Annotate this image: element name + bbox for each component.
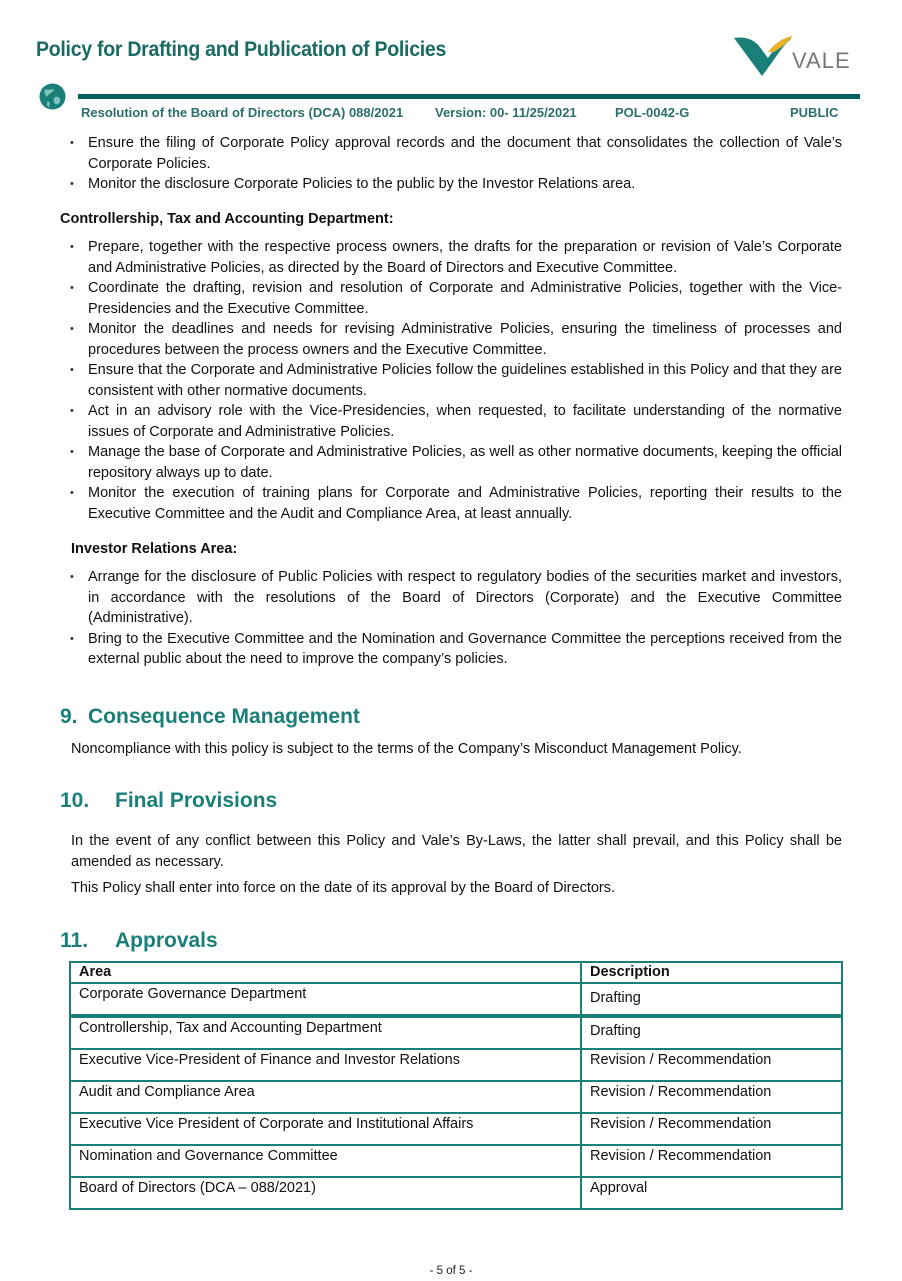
area-cell: Nomination and Governance Committee [70,1145,581,1177]
table-row [70,1177,842,1209]
description-cell: Revision / Recommendation [581,1113,842,1145]
section-number: 9. [60,705,78,728]
table-row [70,1049,842,1081]
header-rule [78,94,860,99]
column-header-description: Description [581,962,842,983]
description-cell: Approval [581,1177,842,1209]
section-11-heading [60,929,218,953]
list-item: • Bring to the Executive Committee and the Nomination and Governance Committee the perceptions received from the external public about the need to improve the company’s policies. [60,629,842,670]
section-number: 11. [60,929,89,952]
page-number: - 5 of 5 - [429,1265,473,1277]
list-item: • Ensure the filing of Corporate Policy approval records and the document that consolidates the collection of Vale’s Corporate Policies. [60,133,842,174]
logo-text: VALE [792,48,851,73]
table-row [70,983,842,1016]
list-item: • Manage the base of Corporate and Administrative Policies, as well as other normative documents, keeping the official repository always up to date. [60,442,842,483]
description-cell: Drafting [581,1016,842,1049]
table-row [70,1081,842,1113]
list-item: • Coordinate the drafting, revision and resolution of Corporate and Administrative Policies, together with the Vice-Presidencies and the Executive Committee. [60,278,842,319]
table-row [70,1113,842,1145]
section-title: Approvals [115,929,218,952]
table-row [70,1145,842,1177]
table-row [70,1016,842,1049]
description-cell: Revision / Recommendation [581,1081,842,1113]
section-title: Final Provisions [115,789,278,812]
version-label: Version: 00- 11/25/2021 [435,105,577,120]
classification-badge: PUBLIC [790,105,839,120]
area-cell: Controllership, Tax and Accounting Department [70,1016,581,1049]
area-cell: Board of Directors (DCA – 088/2021) [70,1177,581,1209]
intro-bullet-list [60,133,842,195]
column-header-area: Area [70,962,581,983]
controllership-bullet-list [60,237,842,524]
table-header-row [70,962,842,983]
globe-icon [39,83,66,110]
area-cell: Corporate Governance Department [70,983,581,1016]
investor-relations-heading: Investor Relations Area: [71,541,238,557]
approvals-table [69,961,843,1210]
controllership-heading: Controllership, Tax and Accounting Department: [60,211,394,227]
list-item: • Arrange for the disclosure of Public Policies with respect to regulatory bodies of the securities market and investors, in accordance with the resolutions of the Board of Directors (Corporate) and the Executive Committee (Administrative). [60,567,842,629]
section-number: 10. [60,789,90,812]
section-10-paragraph-2: This Policy shall enter into force on the date of its approval by the Board of Directors. [71,880,616,896]
area-cell: Executive Vice President of Corporate and Institutional Affairs [70,1113,581,1145]
area-cell: Executive Vice-President of Finance and Investor Relations [70,1049,581,1081]
description-cell: Revision / Recommendation [581,1145,842,1177]
list-item: • Monitor the execution of training plans for Corporate and Administrative Policies, reporting their results to the Executive Committee and the Audit and Compliance Area, at least annually. [60,483,842,524]
section-title: Consequence Management [88,705,360,728]
document-title: Policy for Drafting and Publication of Policies [36,38,447,61]
investor-relations-bullet-list [60,567,842,670]
list-item: • Act in an advisory role with the Vice-Presidencies, when requested, to facilitate understanding of the normative issues of Corporate and Administrative Policies. [60,401,842,442]
policy-code: POL-0042-G [615,105,690,120]
list-item: • Ensure that the Corporate and Administrative Policies follow the guidelines established in this Policy and that they are consistent with other normative documents. [60,360,842,401]
section-10-heading [60,789,277,813]
description-cell: Revision / Recommendation [581,1049,842,1081]
area-cell: Audit and Compliance Area [70,1081,581,1113]
section-9-text: Noncompliance with this policy is subject to the terms of the Company’s Misconduct Management Policy. [71,741,742,757]
section-9-heading [60,705,360,729]
list-item: • Monitor the deadlines and needs for revising Administrative Policies, ensuring the timeliness of processes and procedures between the process owners and the Executive Committee. [60,319,842,360]
resolution-label: Resolution of the Board of Directors (DCA) 088/2021 [81,105,404,120]
list-item: • Monitor the disclosure Corporate Policies to the public by the Investor Relations area. [60,174,842,195]
section-10-paragraph-1: In the event of any conflict between this Policy and Vale’s By-Laws, the latter shall prevail, and this Policy shall be amended as necessary. [71,833,842,870]
list-item: • Prepare, together with the respective process owners, the drafts for the preparation or revision of Vale’s Corporate and Administrative Policies, as directed by the Board of Directors and Executive Committee. [60,237,842,278]
description-cell: Drafting [581,983,842,1016]
